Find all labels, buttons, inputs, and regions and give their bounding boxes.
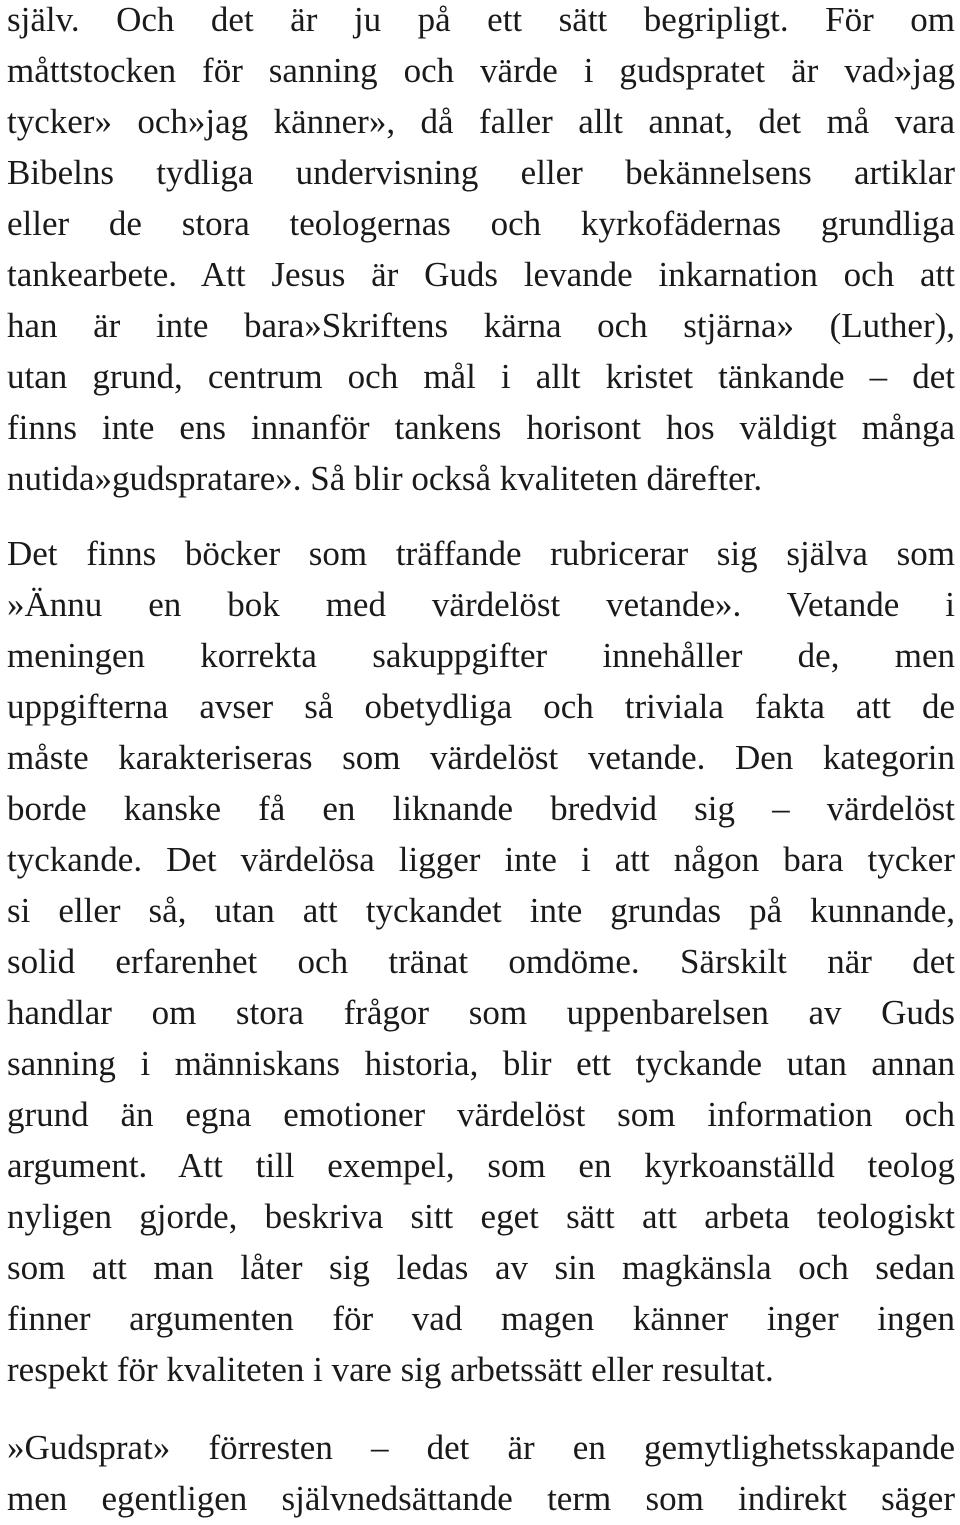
text-line: tycker» och»jag känner», då faller allt annat, det må vara — [7, 102, 955, 141]
text-line: måste karakteriseras som värdelöst vetande. Den kategorin — [7, 738, 955, 777]
text-line: nyligen gjorde, beskriva sitt eget sätt att arbeta teologiskt — [7, 1197, 955, 1236]
text-line: finner argumenten för vad magen känner inger ingen — [7, 1299, 955, 1338]
text-line: nutida»gudspratare». Så blir också kvaliteten därefter. — [7, 459, 763, 498]
paragraph — [7, 0, 955, 504]
text-line: argument. Att till exempel, som en kyrkoanställd teolog — [7, 1146, 955, 1185]
text-line: men egentligen självnedsättande term som indirekt säger — [7, 1479, 955, 1518]
text-line: måttstocken för sanning och värde i gudspratet är vad»jag — [7, 51, 955, 90]
text-line: sanning i människans historia, blir ett tyckande utan annan — [7, 1044, 955, 1083]
paragraph — [7, 528, 955, 1395]
text-line: uppgifterna avser så obetydliga och triviala fakta att de — [7, 687, 955, 726]
text-line: respekt för kvaliteten i vare sig arbetssätt eller resultat. — [7, 1350, 774, 1389]
text-line: som att man låter sig ledas av sin magkänsla och sedan — [7, 1248, 955, 1287]
text-line: borde kanske få en liknande bredvid sig – värdelöst — [7, 789, 955, 828]
text-line: tyckande. Det värdelösa ligger inte i att någon bara tycker — [7, 840, 955, 879]
text-line: finns inte ens innanför tankens horisont hos väldigt många — [7, 408, 955, 447]
text-line: meningen korrekta sakuppgifter innehåller de, men — [7, 636, 955, 675]
text-line: si eller så, utan att tyckandet inte grundas på kunnande, — [7, 891, 955, 930]
text-line: solid erfarenhet och tränat omdöme. Särskilt när det — [7, 942, 955, 981]
text-line: själv. Och det är ju på ett sätt begripligt. För om — [7, 0, 955, 39]
paragraph — [7, 1422, 955, 1524]
text-line: eller de stora teologernas och kyrkofädernas grundliga — [7, 204, 955, 243]
text-line: »Ännu en bok med värdelöst vetande». Vetande i — [7, 585, 955, 624]
text-line: »Gudsprat» förresten – det är en gemytlighetsskapande — [7, 1428, 955, 1467]
text-line: tankearbete. Att Jesus är Guds levande inkarnation och att — [7, 255, 955, 294]
text-line: Bibelns tydliga undervisning eller bekännelsens artiklar — [7, 153, 955, 192]
text-line: Det finns böcker som träffande rubricerar sig själva som — [7, 534, 955, 573]
text-line: han är inte bara»Skriftens kärna och stjärna» (Luther), — [7, 306, 955, 345]
text-line: utan grund, centrum och mål i allt kristet tänkande – det — [7, 357, 955, 396]
text-line: grund än egna emotioner värdelöst som information och — [7, 1095, 955, 1134]
text-line: handlar om stora frågor som uppenbarelsen av Guds — [7, 993, 955, 1032]
